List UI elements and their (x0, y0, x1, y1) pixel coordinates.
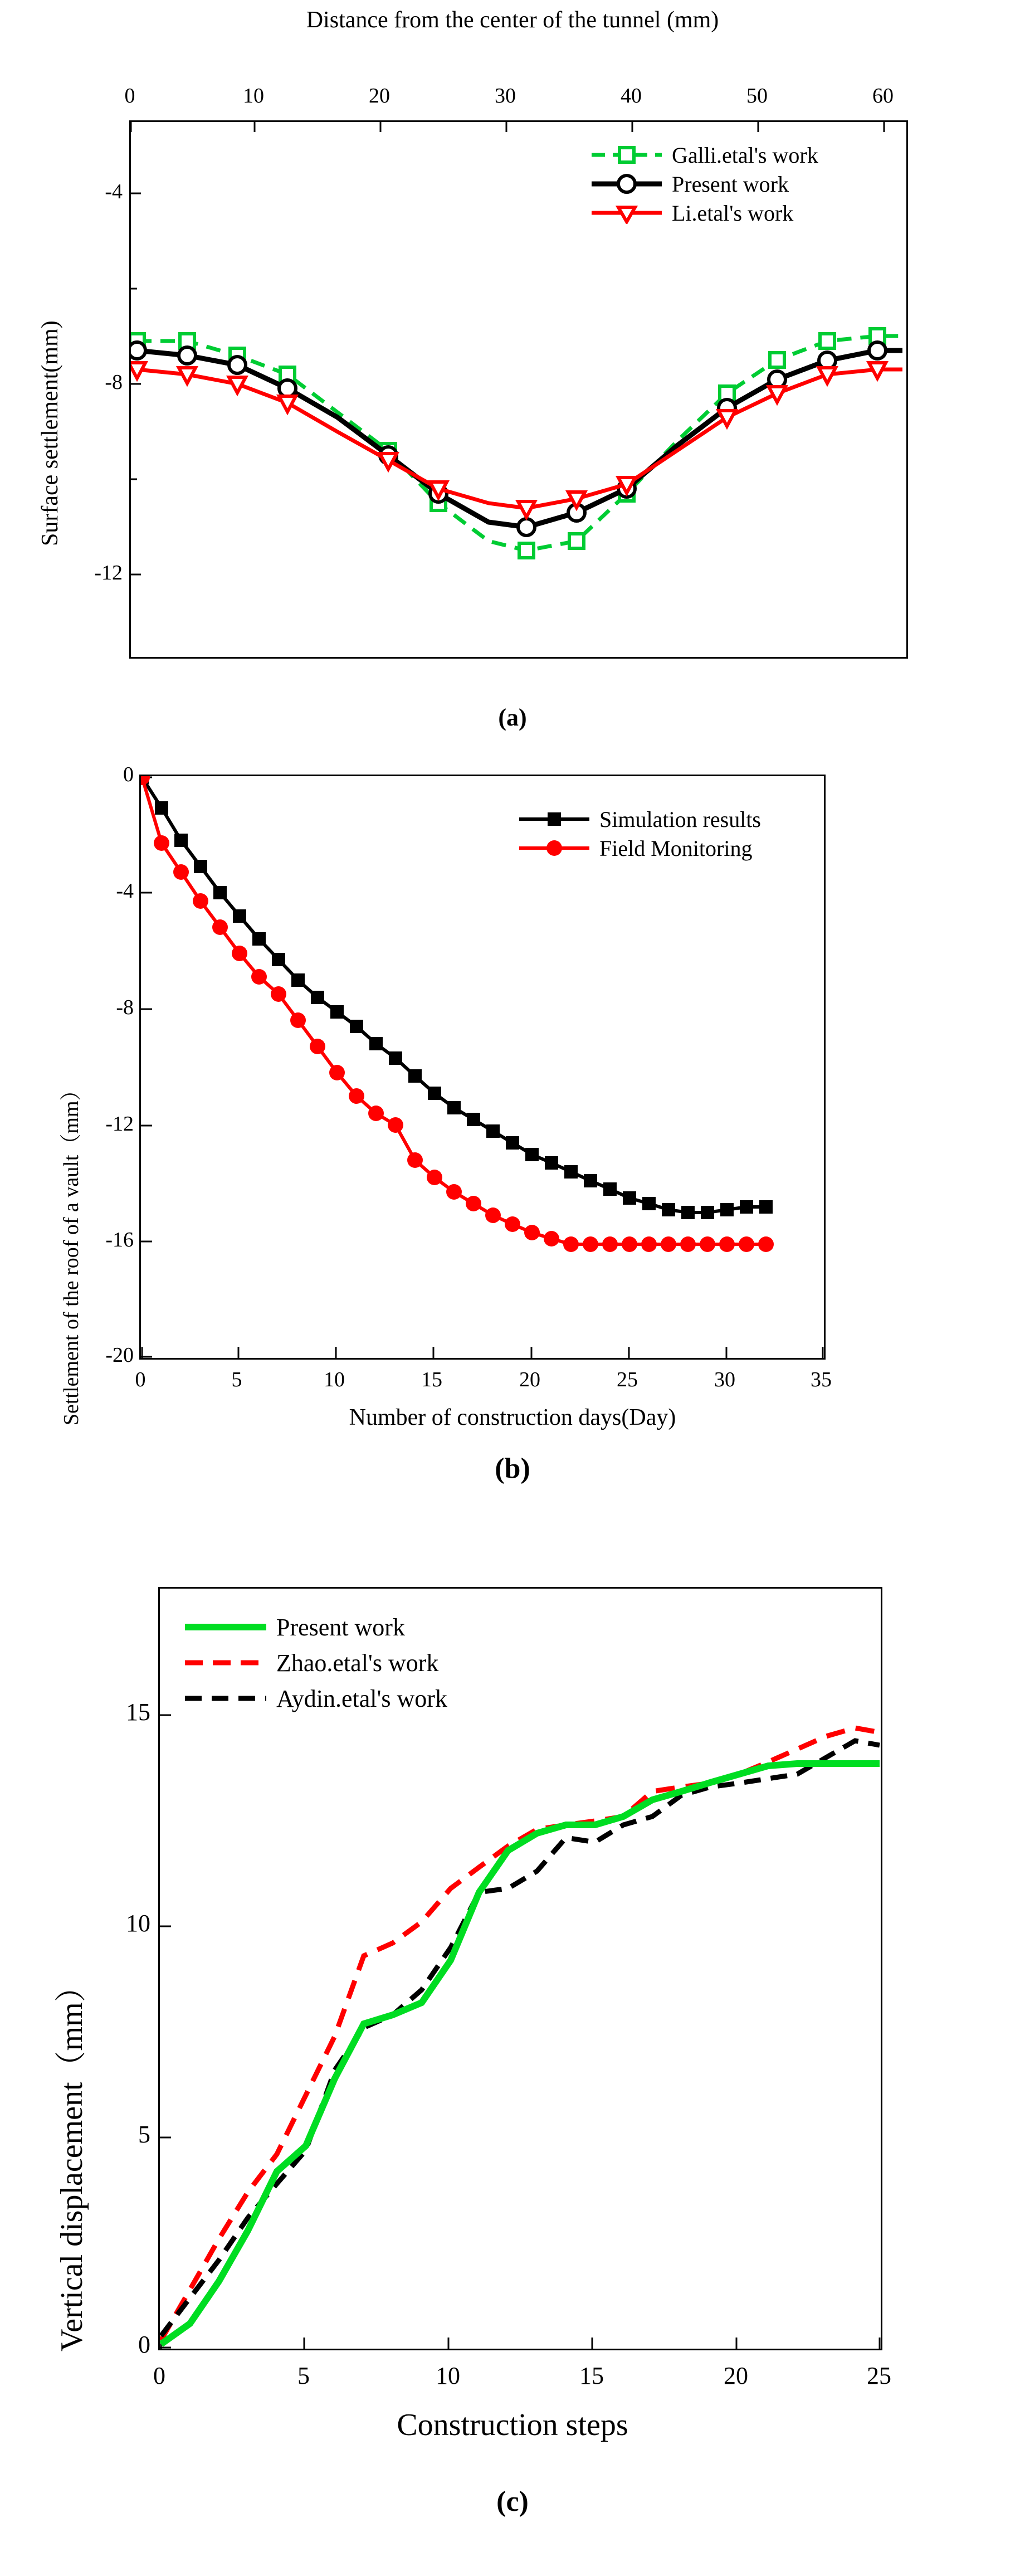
panel-b-xtick-7: 35 (811, 1368, 832, 1391)
panel-c-ytick-3: 15 (126, 1698, 150, 1726)
panel-a-legend-label-0: Galli.etal's work (672, 142, 818, 168)
panel-c-label: (c) (496, 2486, 529, 2517)
panel-c (0, 1560, 1025, 2576)
panel-b-xtick-3: 15 (421, 1368, 442, 1391)
legend-key-solid-black-circle (590, 173, 663, 195)
panel-a-xaxis-title: Distance from the center of the tunnel (mm) (306, 7, 719, 33)
panel-b-plot-svg (141, 776, 824, 1358)
panel-c-ytick-1: 5 (138, 2121, 150, 2148)
panel-b-legend-item-1 (518, 834, 761, 863)
panel-b-legend-label-0: Simulation results (599, 806, 761, 832)
panel-b (0, 751, 1025, 1548)
panel-b-ytick-3: -12 (105, 1112, 134, 1136)
panel-b-xtick-4: 20 (519, 1368, 540, 1391)
panel-b-xtick-2: 10 (324, 1368, 345, 1391)
panel-a-legend (590, 140, 818, 227)
panel-c-legend-item-0 (184, 1609, 447, 1645)
panel-c-legend-item-2 (184, 1681, 447, 1716)
panel-b-xtick-5: 25 (617, 1368, 638, 1391)
panel-b-legend-item-0 (518, 805, 761, 834)
legend-key-solid-red-circle (518, 837, 590, 859)
legend-key-solid-red-triangle (590, 202, 663, 224)
panel-a-legend-label-2: Li.etal's work (672, 200, 794, 226)
panel-a-legend-item-1 (590, 169, 818, 198)
legend-key-dashed-black-line (184, 1687, 267, 1710)
panel-a-legend-item-0 (590, 140, 818, 169)
panel-c-legend-label-2: Aydin.etal's work (276, 1684, 447, 1712)
panel-a-ytick-1: -8 (105, 371, 123, 394)
panel-c-legend-label-0: Present work (276, 1613, 405, 1641)
panel-a-xtick-6: 60 (872, 84, 894, 108)
panel-c-xtick-1: 5 (297, 2362, 310, 2389)
panel-b-ytick-1: -4 (116, 879, 134, 903)
panel-b-ytick-0: 0 (123, 763, 134, 786)
panel-b-ytick-5: -20 (105, 1343, 134, 1367)
legend-key-dashed-green-square (590, 144, 663, 166)
legend-key-dashed-red-line (184, 1652, 267, 1674)
panel-a-xtick-4: 40 (621, 84, 642, 108)
panel-a (0, 0, 1025, 775)
panel-a-yaxis-title: Surface settlement(mm) (37, 320, 63, 546)
panel-c-xtick-0: 0 (153, 2362, 165, 2389)
panel-c-xtick-3: 15 (579, 2362, 604, 2389)
panel-c-xaxis-title: Construction steps (397, 2408, 628, 2442)
panel-c-legend-label-1: Zhao.etal's work (276, 1649, 439, 1677)
panel-b-yaxis-title: Settlement of the roof of a vault（mm） (60, 1079, 83, 1425)
panel-b-xtick-0: 0 (135, 1368, 146, 1391)
panel-c-xtick-2: 10 (436, 2362, 460, 2389)
panel-b-legend (518, 805, 761, 863)
panel-a-xtick-1: 10 (243, 84, 264, 108)
panel-b-xtick-1: 5 (231, 1368, 242, 1391)
panel-c-ytick-2: 10 (126, 1910, 150, 1937)
panel-a-xtick-5: 50 (746, 84, 768, 108)
panel-a-ytick-2: -12 (94, 561, 123, 585)
panel-c-xtick-4: 20 (724, 2362, 748, 2389)
panel-a-legend-label-1: Present work (672, 171, 789, 197)
legend-key-solid-green-line (184, 1616, 267, 1638)
panel-b-xaxis-title: Number of construction days(Day) (349, 1405, 676, 1430)
panel-c-ytick-0: 0 (138, 2331, 150, 2358)
panel-a-xtick-0: 0 (124, 84, 135, 108)
panel-c-yaxis-title: Vertical displacement（mm） (55, 1971, 89, 2351)
legend-key-solid-black-square (518, 808, 590, 830)
panel-b-label: (b) (495, 1453, 530, 1484)
panel-c-xtick-5: 25 (867, 2362, 891, 2389)
panel-b-xtick-6: 30 (714, 1368, 735, 1391)
panel-b-ytick-2: -8 (116, 996, 134, 1019)
panel-a-label: (a) (498, 704, 527, 731)
panel-a-xtick-2: 20 (369, 84, 390, 108)
panel-a-xtick-3: 30 (495, 84, 516, 108)
panel-c-legend-item-1 (184, 1645, 447, 1681)
panel-a-ytick-0: -4 (105, 180, 123, 203)
panel-c-legend (184, 1609, 447, 1716)
panel-a-legend-item-2 (590, 198, 818, 227)
panel-b-legend-label-1: Field Monitoring (599, 835, 753, 861)
panel-b-ytick-4: -16 (105, 1228, 134, 1252)
